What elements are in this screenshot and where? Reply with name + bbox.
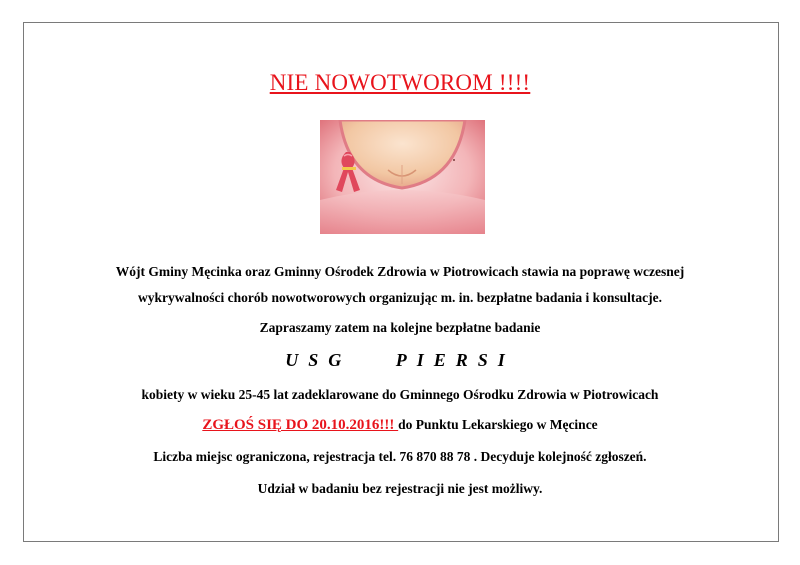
page-title: NIE NOWOTWOROM !!!! — [269, 70, 531, 95]
intro-line-1: Wójt Gminy Męcinka oraz Gminny Ośrodek Zdrowia w Piotrowicach stawia na poprawę wczesnej — [115, 264, 685, 279]
eligibility-line: kobiety w wieku 25-45 lat zadeklarowane do Gminnego Ośrodku Zdrowia w Piotrowicach — [141, 387, 659, 402]
pink-ribbon-breast-illustration — [320, 120, 485, 234]
contact-line: Liczba miejsc ograniczona, rejestracja tel. 76 870 88 78 . Decyduje kolejność zgłoszeń. — [153, 449, 647, 464]
intro-line-2: wykrywalności chorób nowotworowych organizując m. in. bezpłatne badania i konsultacje. — [137, 290, 663, 305]
registration-place: do Punktu Lekarskiego w Męcince — [398, 417, 598, 432]
registration-deadline: ZGŁOŚ SIĘ DO 20.10.2016!!! — [202, 417, 399, 433]
registration-line — [0, 417, 800, 434]
invitation-line: Zapraszamy zatem na kolejne bezpłatne badanie — [259, 320, 541, 335]
notice-line: Udział w badaniu bez rejestracji nie jest możliwy. — [257, 481, 543, 496]
exam-name: USG PIERSI — [285, 350, 515, 370]
